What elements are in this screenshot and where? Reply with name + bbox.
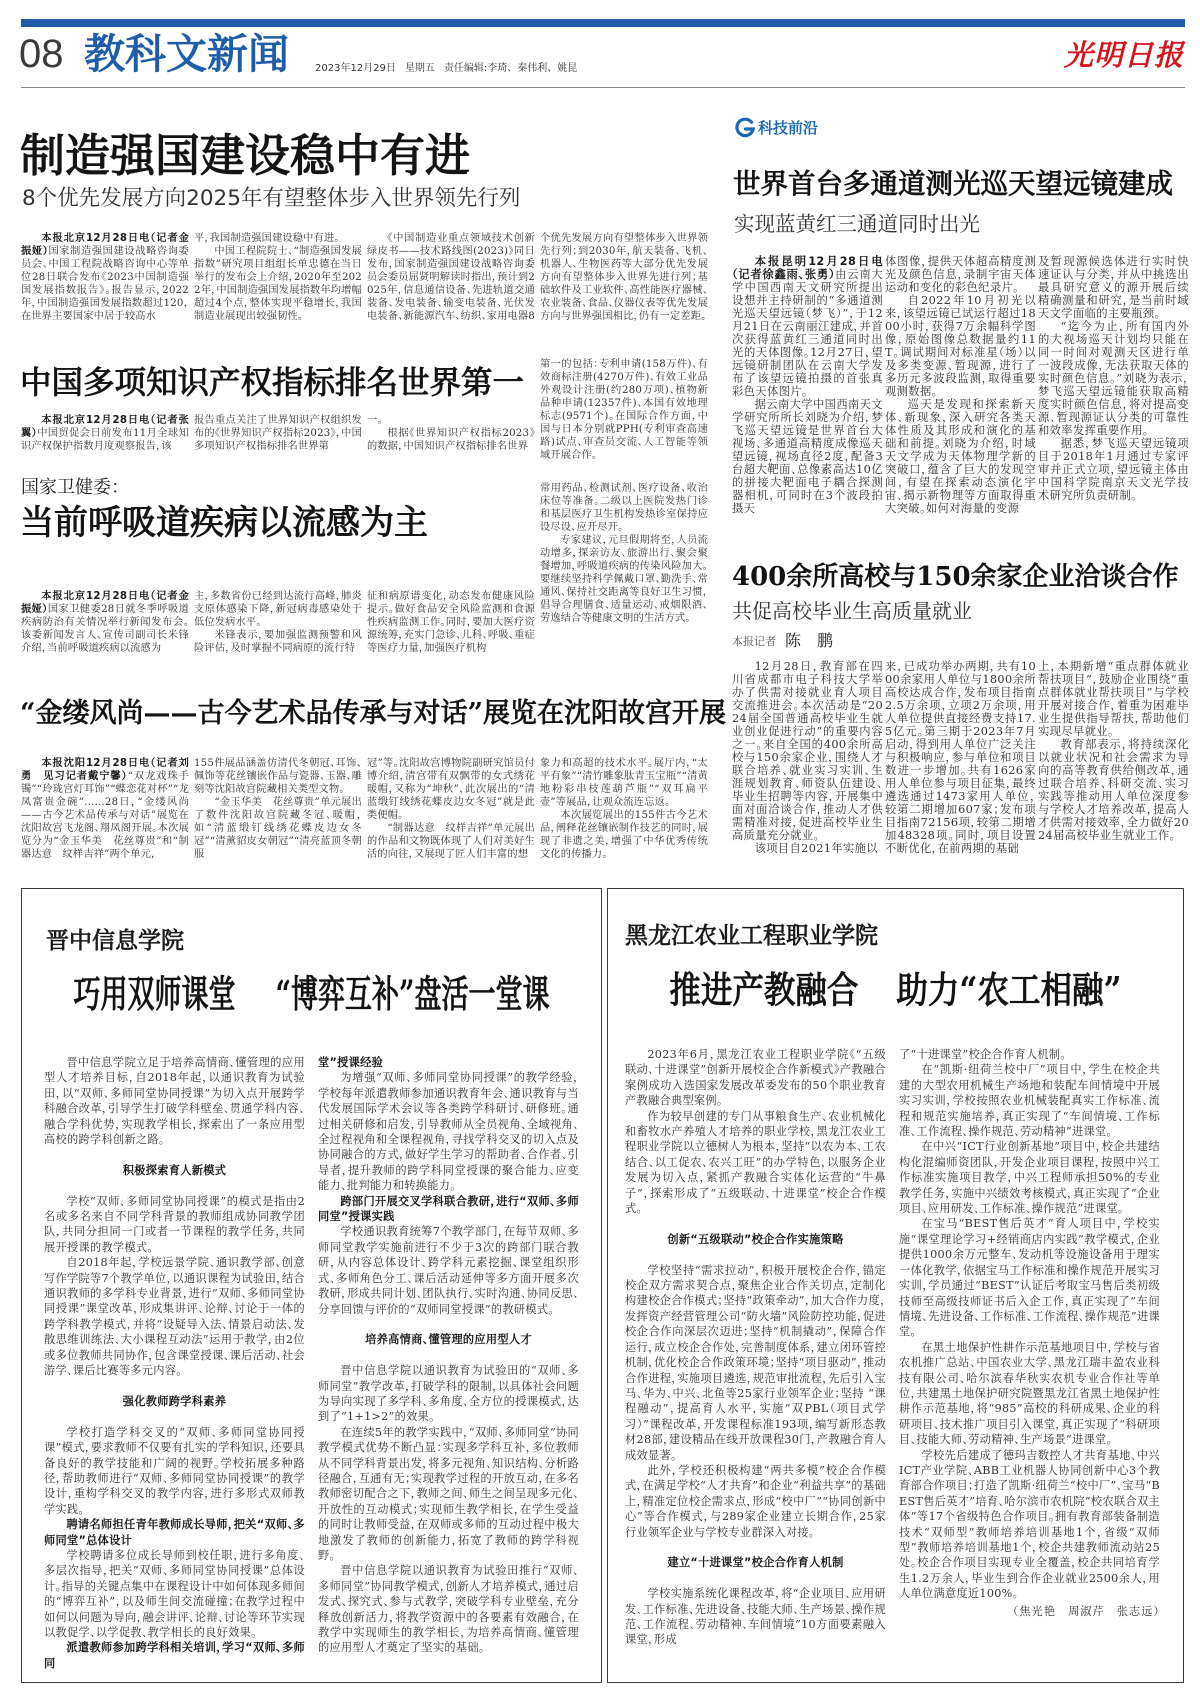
paragraph: 学校实施系统化课程改革，将“企业项目、应用研发、工作标准、先进设备、技能大师、生产场景、操作规范、工作流程、劳动精神、车间情境”10方面要素融入课堂，形成 [625, 1587, 886, 1647]
headline: 当前呼吸道疾病以流感为主 [20, 503, 428, 543]
article-column [194, 414, 362, 453]
article-column [21, 414, 189, 453]
paragraph: 根据《世界知识产权指标2023》的数据，中国知识产权指标排名世界 [367, 428, 535, 452]
paragraph-continued: 上，本期新增“重点群体就业帮扶项目”，鼓励企业围绕“重点群体就业帮扶项目”与学校开展对接合作，着重为困难毕业生提供指导帮扶，帮助他们实现尽早就业。 [1038, 660, 1189, 738]
article-column [540, 757, 708, 861]
article-column [1038, 255, 1189, 502]
paragraph: 学校先后建成了德玛吉数控人才共育基地、中兴ICT产业学院、ABB工业机器人协同创新中心3个教育部合作项目；打造了凯斯·纽荷兰“校中厂”、宝马“BEST售后英才”培育、哈尔滨市农机院“校农联合双主体”等17个省级特色合作项目。拥有教育部装备制造技术“双师型”教师培养培训基地1个，省级“双师型”教师培养培训基地1个，校企共建教师流动站25处。校企合作项目实现专业全覆盖，校企共同培育学生1.2万余人，毕业生到合作企业就业2500余人，用人单位满意度近100%。 [899, 1448, 1160, 1601]
dateline: 本报昆明12月28日电（记者徐鑫雨、张勇） [732, 255, 883, 281]
article-column [1038, 660, 1189, 842]
headline: 中国多项知识产权指标排名世界第一 [20, 364, 525, 401]
paragraph: 本次展览展出的155件古今艺术品，阐释花丝镶嵌制作技艺的同时，展现了非遗之美，增强了中华优秀传统文化的传播力。 [540, 810, 708, 860]
paragraph: 2023年6月，黑龙江农业工程职业学院《“五级联动、十进课堂”创新开展校企合作新模式》产教融合案例成功入选国家发展改革委发布的50个职业教育产教融合典型案例。 [625, 1048, 886, 1108]
feature-column [318, 1055, 579, 1656]
paragraph-text: 国家制造强国建设战略咨询委员会、中国工程院战略咨询中心等单位28日联合发布《2023中国制造强国发展指数报告》。报告显示，2022年，中国制造强国发展指数超过120，在世界主要国家中居于较高水 [21, 246, 190, 322]
paragraph-continued: 个优先发展方向有望整体步入世界领先行列；到2030年，航天装备、飞机、机器人、生物医药等大部分优先发展方向有望整体步入世界先进行列；基础软件及工业软件、高性能医疗器械、农业装备、食品、仪器仪表等优先发展方向与世界强国相比，仍有一定差距。 [540, 233, 708, 322]
article-column [21, 590, 189, 655]
section-subheading: 培养高情商、懂管理的应用型人才 [365, 1333, 532, 1347]
feature-box-heilongjiang [607, 888, 1184, 1683]
paragraph: 专家建议，元旦假期将至，人员流动增多，探亲访友、旅游出行、聚会聚餐增加，呼吸道疾病的传染风险加大。要继续坚持科学佩戴口罩、勤洗手、常通风、保持社交距离等良好卫生习惯，倡导合理膳食、适量运动、戒烟限酒、劳逸结合等健康文明的生活方式。 [540, 535, 708, 624]
paragraph-continued: 一。 [367, 415, 383, 426]
paragraph-continued: 体图像，提供天体超高精度测光及颜色信息，录制宇宙天体运动和变化的彩色纪录片。 [885, 255, 1036, 294]
paragraph-continued: 主，多数省份已经到达流行高峰，肺炎支原体感染下降，新冠病毒感染处于低位发病水平。 [194, 591, 362, 628]
section-subheading: 强化教师跨学科素养 [122, 1394, 227, 1408]
paragraph: 据云南大学中国西南天文学研究所所长刘晓为介绍，梦飞巡天望远镜是世界首台大视场、多通道高精度成像巡天望远镜，视场直径2度，配备3台超大靶面、总像素高达10亿的拼接大靶面电子耦合探测器相机，可同时在3个波段拍摄天 [732, 398, 883, 515]
section-subheading: 积极探索育人新模式 [122, 1163, 227, 1177]
article-column [540, 232, 708, 323]
paragraph: 据悉，梦飞巡天望远镜项目于2018年1月通过专家评审并正式立项，望远镜主体由中国科学院南京天文光学技术研究所负责研制。 [1038, 437, 1189, 502]
paragraph: 自2022年10月初光以来，该望远镜已试运行超过1800小时，获得7万余幅科学图像，原始图像总数据量约11T。调试期间对标准星（场）以及多类变源、暂现源，进行了多历元多波段监测，取得重要观测数据。 [885, 294, 1036, 398]
issue-info [315, 63, 586, 75]
issue-weekday: 星期五 [404, 63, 435, 74]
article-column [540, 482, 708, 625]
bold-subheading: 聘请名师担任青年教师成长导师，把关“双师、多师同堂”总体设计 [44, 1518, 305, 1547]
paragraph [21, 414, 189, 453]
headline: 世界首台多通道测光巡天望远镜建成 [733, 168, 1173, 200]
headline: 制造强国建设稳中有进 [20, 129, 471, 182]
feature-title-part: “博弈互补”盘活一堂课 [275, 973, 550, 1017]
paragraph: 作为较早创建的专门从事粮食生产、农业机械化和畜牧水产养殖人才培养的职业学校，黑龙江农业工程职业学院以立德树人为根本，坚持“以农为本、工农结合、以工促农、农兴工旺”的办学特色，以服务企业发展为切入点，紧抓产教融合实体化运营的“牛鼻子”，探索形成了“五级联动、十进课堂”校企合作模式。 [625, 1109, 886, 1216]
paragraph: 巡天是发现和探索新天体、新现象，深入研究各类天体性质及其形成和演化的基础和前提。刘晓为介绍，时域天文学成为天体物理学新的突破口，蕴含了巨大的发现空间，有望在探索动态演化宇宙、揭示新物理等方面取得重大突破。如何对海量的变源 [885, 398, 1036, 515]
masthead-color-bar [21, 19, 1185, 27]
byline-author: 陈 鹏 [785, 631, 834, 650]
article-column [21, 232, 189, 323]
section-subheading: 建立“十进课堂”校企合作育人机制 [667, 1556, 844, 1570]
masthead-divider [21, 87, 1185, 88]
paragraph: 学校打造学科交叉的“双师、多师同堂协同授课”模式，要求教师不仅要有扎实的学科知识，还要具备良好的教学技能和广阔的视野。学校拓展多种路径，帮助教师进行“双师、多师同堂协同授课”的教学设计，重构学科交叉的教学内容，进行多形式双师教学实践。 [44, 1425, 305, 1516]
paragraph-continued: 了“十进课堂”校企合作育人机制。 [899, 1048, 1067, 1061]
article-column [367, 232, 535, 323]
paragraph-continued: 平，我国制造强国建设稳中有进。 [194, 233, 340, 244]
bold-subheading-continued: 堂”授课经验 [318, 1056, 384, 1069]
paragraph-text: 国家卫健委28日就冬季呼吸道疾病防治有关情况举行新闻发布会。该委新闻发言人、宣传司副司长米锋介绍，当前呼吸道疾病以流感为 [21, 604, 190, 654]
paragraph: 米锋表示，要加强监测预警和风险评估，及时掌握不同病原的流行特 [194, 630, 362, 654]
paragraph: 晋中信息学院以通识教育为试验田的“双师、多师同堂”教学改革，打破学科的限制，以具体社会问题为导向实现了多学科、多角度、全方位的授课模式，达到了“1+1>2”的效果。 [318, 1364, 579, 1424]
issue-date: 2023年12月29日 [315, 63, 396, 74]
headline: “金缕风尚——古今艺术品传承与对话”展览在沈阳故宫开展 [20, 698, 727, 729]
article-column [885, 255, 1036, 515]
feature-box-jinzhong [21, 888, 602, 1683]
feature-column [44, 1055, 305, 1671]
school-name: 晋中信息学院 [46, 928, 184, 954]
paragraph: 《中国制造业重点领域技术创新绿皮书——技术路线图(2023)》同日发布，国家制造强国建设战略咨询委员会委员屈贤明解读时指出，预计到2025年，信息通信设备、先进轨道交通装备、发电装备、输变电装备、光伏发电装备、新能源汽车、纺织、家用电器8 [367, 233, 535, 322]
paragraph-continued: 来，已成功举办两期，共有1000余家用人单位与1800余所高校达成合作，发布项目指南2.5万余项，立项2万余项，用人单位提供直接经费支持17.5亿元。第三期于2023年7月启动，得到用人单位广泛关注与积极响应，参与单位和项目数进一步增加。共有1626家用人单位参与项目征集，最终遴选通过1473家用人单位，较第二期增加607家；发布项目指南72156项，较第二期增加48328项。同时，项目设置不断优化，在前两期的基础 [885, 660, 1036, 855]
school-name: 黑龙江农业工程职业学院 [625, 923, 878, 949]
article-column [21, 757, 189, 861]
article-column [194, 232, 362, 323]
paragraph-text: 由云南大学中国西南天文研究所提出设想并主持研制的“多通道测光巡天望远镜（梦飞）”，于12月21日在云南丽江建成，并首次获得蓝黄红三通道同时出光的天体图像。12月27日，望远镜研制团队在云南大学发布了该望远镜拍摄的首张真彩色天体图片。 [732, 268, 883, 398]
paragraph-continued: 155件展品涵盖仿清代冬朝冠、耳饰、佩饰等花丝镶嵌作品与瓷器、玉器、雕刻等沈阳故宫院藏相关类型文物。 [194, 758, 362, 795]
paragraph: 12月28日，教育部在四川省成都市电子科技大学举办了供需对接就业育人项目交流推进会。本次活动是“2024届全国普通高校毕业生就业创业促进行动”的重要内容之一。来自全国的400余所高校与150余家企业，围绕人才联合培养、就业实习实训、生涯规划教育、师资队伍建设、毕业生招聘等内容，开展集中面对面洽谈合作，推动人才供需精准对接，促进高校毕业生高质量充分就业。 [732, 660, 883, 842]
newspaper-logo: 光明日报 [1064, 38, 1185, 72]
feature-title [22, 973, 601, 1017]
bold-subheading: 派遣教师参加跨学科相关培训，学习“双师、多师同 [44, 1641, 305, 1670]
feature-title-part: 助力“农工相融” [896, 969, 1122, 1012]
paragraph: 为增强“双师、多师同堂协同授课”的教学经验，学校每年派遣教师参加通识教育年会、通识教育与当代发展国际学术会议等各类跨学科研讨、研修班。通过相关研修和启发，引导教师从全员视角、全域视角、全过程视角和全课程视角，寻找学科交叉的切入点及协同融合的方式，做好学生学习的帮助者、合作者、引导者，提升教师的跨学科同堂授课的聚合能力、应变能力、批判能力和转换能力。 [318, 1071, 579, 1193]
science-frontier-logo-icon [734, 117, 756, 139]
paragraph [21, 757, 189, 861]
paragraph: 在黑土地保护性耕作示范基地项目中，学校与省农机推广总站、中国农业大学、黑龙江瑞丰盈农业科技有限公司、哈尔滨春华秋实农机专业合作社等单位，共建黑土地保护研究院暨黑龙江省黑土地保护性耕作示范基地，将“985”高校的科研成果、企业的科研项目、技术推广项目引入课堂，真正实现了“科研项目、技能大师、劳动精神、生产场景”进课堂。 [899, 1340, 1160, 1447]
article-column [367, 414, 535, 453]
paragraph-continued: 常用药品、检测试剂、医疗设备、收治床位等准备。二级以上医院发热门诊和基层医疗卫生机构发热诊室保持应设尽设、应开尽开。 [540, 483, 708, 533]
feature-title-part: 推进产教融合 [669, 969, 859, 1012]
feature-column [899, 1047, 1160, 1619]
page-number: 08 [19, 32, 64, 76]
byline-label: 本报记者 [732, 635, 776, 648]
section-subheading: 创新“五级联动”校企合作实施策略 [667, 1232, 844, 1246]
subheadline: 8个优先发展方向2025年有望整体步入世界领先行列 [22, 186, 521, 211]
paragraph: 在中兴“ICT行业创新基地”项目中，校企共建结构化混编师资团队，开发企业项目课程，按照中兴工作标准实施项目教学，中兴工程师承担50%的专业教学任务，实施中兴绩效考核模式，真正实现了“企业项目、应用研发、工作标准、操作规范”进课堂。 [899, 1140, 1160, 1216]
author-signature: （焦光艳 周淑芹 张志远） [1012, 1604, 1160, 1618]
paragraph: 学校聘请多位成长导师到校任职，进行多角度、多层次指导，把关“双师、多师同堂协同授课”总体设计。指导的关键点集中在课程设计中如何体现多师间的“博弈互补”，以及师生间交流碰撞；在教学过程中如何以问题为导向，融会讲评、论辩、讨论等环节实现以教促学、以学促教、教学相长的良好效果。 [44, 1548, 305, 1639]
paragraph-continued: 冠”等。沈阳故宫博物院副研究馆员付博介绍，清宫带有双飘带的女式绣花暖帽，又称为“坤秋”，此次展出的“清蓝缎钉线绣花蝶皮边女冬冠”就是此类便帽。 [367, 758, 535, 821]
headline: 400余所高校与150余家企业洽谈合作 [732, 562, 1179, 592]
article-column [194, 757, 362, 861]
paragraph-continued: 第一的包括：专利申请(158万件)、有效商标注册(4270万件)、有效工业品外观设计注册(约280万项)、植物新品种申请(12357件)、本国有效地理标志(9571个)。在国际合作方面，中国与日本分别就PPH(专利审查高速路)试点、审查员交流、人工智能等领域开展合作。 [540, 359, 708, 461]
article-column [194, 590, 362, 655]
paragraph: 自2018年起，学校远景学院、通识教学部、创意写作学院等7个教学单位，以通识课程为试验田，结合通识教师的多学科专业背景，进行“双师、多师同堂协同授课”课堂改革，形成集讲评、论辩、讨论于一体的跨学科教学模式，并将“设疑导入法、情景启动法、发散思维训练法、大小课程互动法”运用于教学，由2位或多位教师共同协作，包含课堂授课、课后活动、社会游学、课后比赛等多元内容。 [44, 1256, 305, 1378]
article-column [885, 660, 1036, 855]
dateline: 本报沈阳12月28日电（记者刘勇 见习记者戴宁馨） [21, 758, 189, 782]
bold-subheading: 跨部门开展交叉学科联合教研，进行“双师、多师同堂”授课实践 [318, 1194, 579, 1224]
responsible-editors: 责任编辑:李琦、秦伟利、姚昆 [443, 63, 578, 74]
dateline: 本报北京12月28日电（记者金振娅） [21, 233, 189, 257]
paragraph: 中国工程院院士、“制造强国发展指数”研究项目组组长单忠德在当日举行的发布会上介绍，2020年至2022年，中国制造强国发展指数年均增幅超过4个点，整体实现平稳增长，我国制造业展现出较强韧性。 [194, 246, 362, 322]
article-column [732, 255, 883, 515]
article-column [367, 590, 535, 655]
paragraph [21, 590, 189, 655]
paragraph-text: “双龙戏珠手镯”“玲珑宫灯耳饰”“蝶恋花对杯”“龙凤富贵金碗”……28日，“金缕风尚——古今艺术品传承与对话”展览在沈阳故宫飞龙阁、翔凤阁开展。本次展览分为“金玉华美 花丝尊贵”和“制器达意 纹样吉祥”两个单元， [21, 771, 189, 860]
article-column [367, 757, 535, 861]
paragraph: 此外，学校还积极构建“两共多模”校企合作模式，在满足学校“人才共育”和企业“利益共享”的基础上，精准定位校企需求点，形成“校中厂”“协同创新中心”等合作模式，与289家企业建立长期合作，25家行业领军企业与学校专业群深入对接。 [625, 1463, 886, 1539]
dateline: 本报北京12月28日电（记者张翼） [21, 415, 189, 439]
feature-column [625, 1047, 886, 1648]
feature-title [608, 969, 1183, 1012]
paragraph: 教育部表示，将持续深化以就业状况和社会需求为导向的高等教育供给侧改革，通过联合培养、科研交流、实习实践等推动用人单位深度参与学校人才培养改革，提高人才供需对接效率，全力做好2024届高校毕业生就业工作。 [1038, 738, 1189, 842]
paragraph: 晋中信息学院以通识教育为试验田推行“双师、多师同堂”协同教学模式，创新人才培养模式，通过启发式、探究式、参与式教学，突破学科专业壁垒，充分释放创新活力，将教学资源中的各要素有效融合，在教学中实现师生的教学相长，为培养高情商、懂管理的应用型人才奠定了坚实的基础。 [318, 1564, 579, 1655]
paragraph: 学校通识教育统筹7个教学部门，在每节双师、多师同堂教学实施前进行不少于3次的跨部门联合教研，从内容总体设计、跨学科元素挖掘、课堂组织形式、多师角色分工、课后活动延伸等多方面开展多次教研，形成共同计划、团队执行、实时沟通、协同反思、分享回馈与评价的“双师同堂授课”的教研模式。 [318, 1225, 579, 1316]
paragraph [21, 232, 189, 323]
paragraph: 学校“双师、多师同堂协同授课”的模式是指由2名或多名来自不同学科背景的教师组成协同教学团队，共同分担同一门或者一节课程的教学任务，共同展开授课的教学模式。 [44, 1194, 305, 1254]
article-column [540, 358, 708, 462]
paragraph: 在“凯斯·纽荷兰校中厂”项目中，学生在校企共建的大型农用机械生产场地和装配车间情境中开展实习实训，学校按照农业机械装配真实工作标准、流程和规范实施培养，真正实现了“车间情境、工作标准、工作流程、操作规范、劳动精神”进课堂。 [899, 1063, 1160, 1139]
subheadline: 实现蓝黄红三通道同时出光 [734, 212, 980, 236]
dateline: 本报北京12月28日电（记者金振娅） [21, 591, 189, 615]
paragraph: 该项目自2021年实施以 [754, 842, 878, 855]
paragraph-text: 中国贸促会日前发布11月全球知识产权保护指数月度观察报告，该 [21, 428, 189, 452]
headline-kicker: 国家卫健委： [21, 477, 129, 498]
column-label: 科技前沿 [758, 119, 819, 137]
paragraph: 在宝马“BEST售后英才”育人项目中，学校实施“课堂理论学习+经销商店内实践”教学模式，企业提供1000余万元整车、发动机等设施设备用于理实一体化教学，依据宝马工作标准和操作规范开展实习实训，学员通过“BEST”认证后考取宝马售后类初级技师至高级技师证书后入企工作，真正实现了“车间情境、先进设备、工作标准、工作流程、操作规范”进课堂。 [899, 1217, 1160, 1339]
paragraph: “制器达意 纹样吉祥”单元展出的作品和文物既体现了人们对美好生活的向往，又展现了匠人们丰富的想 [367, 823, 535, 860]
article-column [732, 660, 883, 855]
subheadline: 共促高校毕业生高质量就业 [732, 599, 972, 623]
paragraph: 在连续5年的教学实践中，“双师、多师同堂”协同教学模式优势不断凸显：实现多学科互补，多位教师从不同学科背景出发，将多元视角、知识结构、分析路径融合，互通有无；实现教学过程的开放互动，在多名教师密切配合之下，教师之间、师生之间呈现多元化、开放性的互动模式；实现师生教学相长，在学生受益的同时让教师受益，在双师或多师的互动过程中极大地激发了教师的创新能力，拓宽了教师的跨学科视野。 [318, 1425, 579, 1562]
section-title: 教科文新闻 [84, 30, 289, 78]
paragraph: “迄今为止，所有国内外的大视场巡天计划均只能在同一时间对观测天区进行单一波段成像，无法获取天体的实时颜色信息。”刘晓为表示，梦飞巡天望远镜能获取高精度实时颜色信息，将对提高变源、暂现源证认分类的可靠性和效率发挥重要作用。 [1038, 320, 1189, 437]
paragraph-continued: 及暂现源候选体进行实时快速证认与分类，并从中挑选出最具研究意义的源开展后续精确测量和研究，是当前时域天文学面临的主要瓶颈。 [1038, 255, 1189, 320]
paragraph-continued: 征和病原谱变化，动态发布健康风险提示。做好食品安全风险监测和食源性疾病监测工作。同时，要加大医疗资源统筹，充实门急诊、儿科、呼吸、重症等医疗力量，加强医疗机构 [367, 591, 535, 654]
paragraph: 学校坚持“需求拉动”，积极开展校企合作，锚定校企双方需求契合点，聚焦企业合作关切点，定制化构建校企合作模式；坚持“政策牵动”，加大合作力度，发挥资产经营管理公司“防火墙”风险防控功能，促进校企合作向深层次迈进；坚持“机制撬动”，保障合作运行，成立校企合作处，完善制度体系，建立闭环管控机制，优化校企合作政策环境；坚持“项目驱动”，推动合作进程，实施项目遴选，规范审批流程，先后引入宝马、华为、中兴、北鱼等25家行业领军企业；坚持 “课程融动”，提高育人水平，实施“双PBL（项目式学习）”课程改革，开发课程标准193项，编写新形态教材28部，建设精品在线开放课程30门，产教融合育人成效显著。 [625, 1263, 886, 1462]
paragraph-continued: 象力和高超的技术水平。展厅内，“太平有象”“清竹雕象肽青玉宝瓶”“清黄地粉彩串枝莲葫芦瓶”“双耳扁平壶”等展品，让观众流连忘返。 [540, 758, 708, 808]
feature-title-part: 巧用双师课堂 [73, 973, 236, 1017]
paragraph [732, 255, 883, 398]
paragraph: “金玉华美 花丝尊贵”单元展出了数件沈阳故宫院藏冬冠、暖帽，如“清蓝缎钉线绣花蝶皮边女冬冠”“清薰貂皮女朝冠”“清亮蓝顶冬朝服 [194, 797, 362, 860]
paragraph-continued: 报告重点关注了世界知识产权组织发布的《世界知识产权指标2023》，中国多项知识产权指标排名世界第 [194, 415, 362, 452]
paragraph: 晋中信息学院立足于培养高情商、懂管理的应用型人才培养目标，自2018年起，以通识教育为试验田，以“双师、多师同堂协同授课”为切入点开展跨学科融合改革，引导学生打破学科壁垒、贯通学科内容、融合学科优势，实现教学相长，探索出了一条应用型高校的跨学科创新之路。 [44, 1056, 305, 1147]
